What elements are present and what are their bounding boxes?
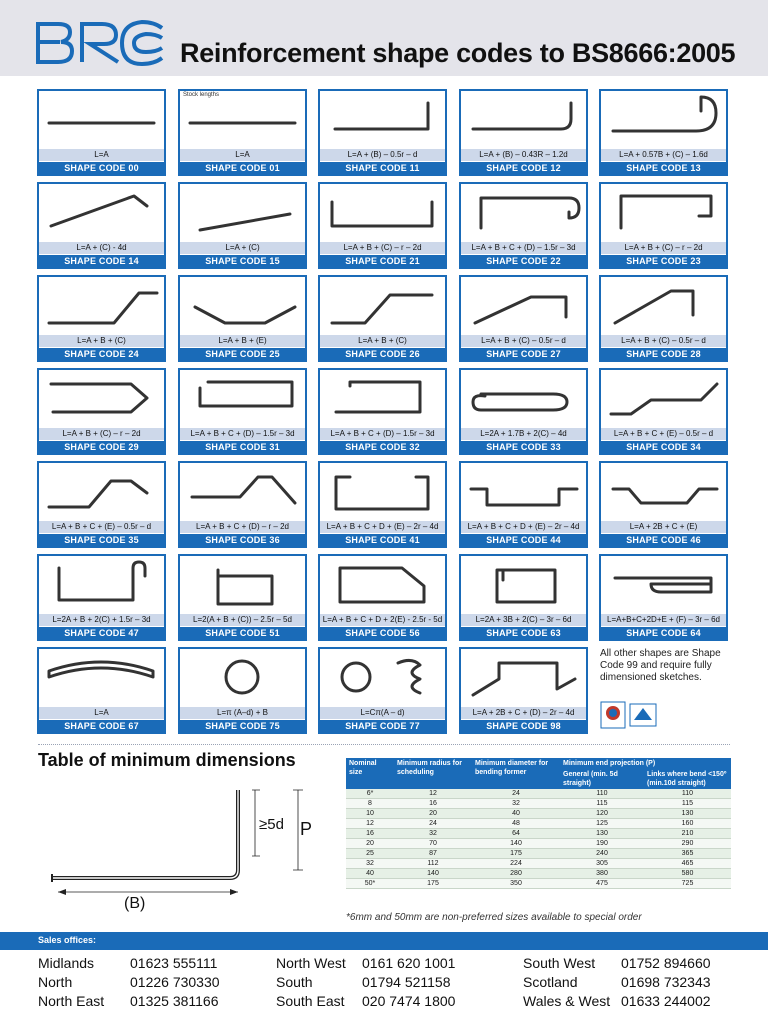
table-cell: 120 bbox=[560, 809, 644, 819]
shape-formula: L=A+B+C+2D+E + (F) – 3r – 6d bbox=[601, 614, 726, 626]
shape-code-label: SHAPE CODE 64 bbox=[601, 627, 726, 639]
shape-formula: L=A bbox=[39, 149, 164, 161]
table-cell: 140 bbox=[394, 869, 472, 879]
shape-drawing bbox=[601, 556, 726, 612]
table-cell: 224 bbox=[472, 859, 560, 869]
shape-drawing bbox=[461, 463, 586, 519]
office-city: Scotland bbox=[523, 974, 578, 990]
shape-formula: L=π (A–d) + B bbox=[180, 707, 305, 719]
shape-formula: L=A + (C) bbox=[180, 242, 305, 254]
table-cell: 40 bbox=[472, 809, 560, 819]
shape-drawing bbox=[461, 91, 586, 147]
shape-code-label: SHAPE CODE 26 bbox=[320, 348, 445, 360]
shape-code-label: SHAPE CODE 75 bbox=[180, 720, 305, 732]
min-dimensions-title: Table of minimum dimensions bbox=[38, 750, 296, 770]
office-phone: 01633 244002 bbox=[621, 993, 711, 1009]
shape-drawing bbox=[461, 184, 586, 240]
table-cell: 190 bbox=[560, 839, 644, 849]
table-cell: 10 bbox=[346, 809, 394, 819]
shape-card bbox=[318, 461, 447, 548]
section-divider bbox=[38, 744, 730, 745]
shape-formula: L=A + 2B + C + (D) – 2r – 4d bbox=[461, 707, 586, 719]
table-row bbox=[346, 809, 731, 819]
table-cell: 175 bbox=[394, 879, 472, 889]
table-cell: 125 bbox=[560, 819, 644, 829]
table-cell: 12 bbox=[346, 819, 394, 829]
shape-formula: L=2(A + B + (C)) – 2.5r – 5d bbox=[180, 614, 305, 626]
shape-code-label: SHAPE CODE 11 bbox=[320, 162, 445, 174]
table-cell: 290 bbox=[644, 839, 731, 849]
table-cell: 130 bbox=[560, 829, 644, 839]
shape-code-label: SHAPE CODE 36 bbox=[180, 534, 305, 546]
table-cell: 25 bbox=[346, 849, 394, 859]
shape-drawing bbox=[180, 556, 305, 612]
shape-code-label: SHAPE CODE 63 bbox=[461, 627, 586, 639]
table-cell: 115 bbox=[560, 799, 644, 809]
shape-card bbox=[599, 461, 728, 548]
table-cell: 240 bbox=[560, 849, 644, 859]
shape-code-label: SHAPE CODE 23 bbox=[601, 255, 726, 267]
table-cell: 12 bbox=[394, 789, 472, 799]
table-cell: 24 bbox=[394, 819, 472, 829]
shape-drawing bbox=[180, 277, 305, 333]
shape-card bbox=[599, 275, 728, 362]
shape-card bbox=[37, 89, 166, 176]
shape-card bbox=[459, 89, 588, 176]
shape-formula: L=A + B + C + D + (E) – 2r – 4d bbox=[320, 521, 445, 533]
shape-code-label: SHAPE CODE 31 bbox=[180, 441, 305, 453]
shape-code-label: SHAPE CODE 15 bbox=[180, 255, 305, 267]
shape-drawing bbox=[320, 184, 445, 240]
sales-offices-label: Sales offices: bbox=[38, 935, 97, 945]
table-row bbox=[346, 849, 731, 859]
table-row bbox=[346, 869, 731, 879]
table-cell: 8 bbox=[346, 799, 394, 809]
shape-code-label: SHAPE CODE 51 bbox=[180, 627, 305, 639]
shape-formula: L=A + B + (E) bbox=[180, 335, 305, 347]
shape-card bbox=[178, 461, 307, 548]
shape-card bbox=[37, 647, 166, 734]
shape-formula: L=A + B + (C) – 0.5r – d bbox=[461, 335, 586, 347]
sales-office bbox=[523, 993, 711, 1009]
shape-drawing bbox=[39, 277, 164, 333]
header-radius: Minimum radius for scheduling bbox=[394, 758, 472, 789]
shape-drawing bbox=[39, 463, 164, 519]
table-cell: 465 bbox=[644, 859, 731, 869]
header-general: General (min. 5d straight) bbox=[560, 769, 644, 789]
min-dimension-diagram bbox=[38, 778, 338, 918]
shape-card bbox=[318, 89, 447, 176]
shape-drawing bbox=[320, 91, 445, 147]
shape-formula: L=A + B + C + (D) – 1.5r – 3d bbox=[180, 428, 305, 440]
shape-code-label: SHAPE CODE 35 bbox=[39, 534, 164, 546]
five-d-label: ≥5d bbox=[259, 816, 284, 833]
shape-code-label: SHAPE CODE 27 bbox=[461, 348, 586, 360]
office-city: North West bbox=[276, 955, 346, 971]
sales-office bbox=[38, 974, 220, 990]
table-footnote: *6mm and 50mm are non-preferred sizes available to special order bbox=[346, 912, 642, 923]
shape-card bbox=[178, 368, 307, 455]
shape-code-label: SHAPE CODE 41 bbox=[320, 534, 445, 546]
header-size: Nominal size bbox=[346, 758, 394, 789]
shape-code-label: SHAPE CODE 29 bbox=[39, 441, 164, 453]
shape-drawing bbox=[601, 277, 726, 333]
office-phone: 01698 732343 bbox=[621, 974, 711, 990]
shape-drawing bbox=[39, 649, 164, 705]
header-projection: Minimum end projection (P) bbox=[560, 758, 731, 769]
shape-card bbox=[37, 275, 166, 362]
shape-drawing bbox=[601, 184, 726, 240]
shape-card bbox=[459, 647, 588, 734]
shape-card bbox=[318, 647, 447, 734]
shape-note: Stock lengths bbox=[183, 92, 220, 98]
table-cell: 6* bbox=[346, 789, 394, 799]
shape-code-label: SHAPE CODE 33 bbox=[461, 441, 586, 453]
shape-card bbox=[37, 368, 166, 455]
shape-drawing bbox=[39, 556, 164, 612]
shape-code-label: SHAPE CODE 34 bbox=[601, 441, 726, 453]
sales-office bbox=[276, 955, 456, 971]
shape-formula: L=A + B + (C) – r – 2d bbox=[601, 242, 726, 254]
table-cell: 365 bbox=[644, 849, 731, 859]
b-label: (B) bbox=[124, 895, 146, 912]
shape-card bbox=[318, 275, 447, 362]
office-city: Wales & West bbox=[523, 993, 611, 1009]
table-cell: 110 bbox=[644, 789, 731, 799]
shape-formula: L=A + B + (C) bbox=[320, 335, 445, 347]
p-label: P bbox=[300, 819, 313, 839]
table-cell: 280 bbox=[472, 869, 560, 879]
shape-card bbox=[178, 275, 307, 362]
shape-formula: L=A + B + C + (D) – r – 2d bbox=[180, 521, 305, 533]
shape-formula: L=A + B + C + (E) – 0.5r – d bbox=[39, 521, 164, 533]
shape-code-label: SHAPE CODE 22 bbox=[461, 255, 586, 267]
shape-card bbox=[318, 554, 447, 641]
shape-formula: L=A + B + C + D + (E) – 2r – 4d bbox=[461, 521, 586, 533]
table-row bbox=[346, 799, 731, 809]
table-cell: 87 bbox=[394, 849, 472, 859]
shape-formula: L=A + (B) – 0.5r – d bbox=[320, 149, 445, 161]
table-row bbox=[346, 839, 731, 849]
shape-formula: L=2A + 3B + 2(C) – 3r – 6d bbox=[461, 614, 586, 626]
table-cell: 140 bbox=[472, 839, 560, 849]
sales-office bbox=[38, 955, 218, 971]
shape-card bbox=[599, 89, 728, 176]
shape-code-label: SHAPE CODE 13 bbox=[601, 162, 726, 174]
shape-formula: L=A + (C) - 4d bbox=[39, 242, 164, 254]
office-phone: 01794 521158 bbox=[362, 974, 451, 990]
shape-drawing bbox=[180, 370, 305, 426]
shape-code-label: SHAPE CODE 77 bbox=[320, 720, 445, 732]
table-cell: 580 bbox=[644, 869, 731, 879]
table-cell: 210 bbox=[644, 829, 731, 839]
page-title: Reinforcement shape codes to BS8666:2005 bbox=[180, 38, 736, 68]
table-cell: 20 bbox=[394, 809, 472, 819]
shape-code-label: SHAPE CODE 24 bbox=[39, 348, 164, 360]
shape-card bbox=[318, 182, 447, 269]
shape-formula: L=A + B + (C) bbox=[39, 335, 164, 347]
table-cell: 115 bbox=[644, 799, 731, 809]
sales-office bbox=[523, 974, 711, 990]
shape-drawing bbox=[180, 91, 305, 147]
office-phone: 01226 730330 bbox=[130, 974, 220, 990]
office-city: Midlands bbox=[38, 955, 95, 971]
shape-card bbox=[37, 461, 166, 548]
office-city: South bbox=[276, 974, 313, 990]
table-row bbox=[346, 789, 731, 799]
shape-formula: L=2A + B + 2(C) + 1.5r – 3d bbox=[39, 614, 164, 626]
shape-card bbox=[178, 89, 307, 176]
header-links: Links where bend <150º (min.10d straight) bbox=[644, 769, 731, 789]
shape-code-label: SHAPE CODE 14 bbox=[39, 255, 164, 267]
shape-formula: L=A + B + C + (E) – 0.5r – d bbox=[601, 428, 726, 440]
shape-card bbox=[459, 461, 588, 548]
table-cell: 16 bbox=[394, 799, 472, 809]
shape-drawing bbox=[180, 463, 305, 519]
office-phone: 01623 555111 bbox=[130, 955, 218, 971]
table-cell: 32 bbox=[472, 799, 560, 809]
table-cell: 50* bbox=[346, 879, 394, 889]
table-row bbox=[346, 859, 731, 869]
shape-code-label: SHAPE CODE 01 bbox=[180, 162, 305, 174]
table-cell: 64 bbox=[472, 829, 560, 839]
shape-card bbox=[599, 368, 728, 455]
table-cell: 350 bbox=[472, 879, 560, 889]
other-shapes-note: All other shapes are Shape Code 99 and require fully dimensioned sketches. bbox=[600, 648, 721, 683]
shape-formula: L=A + B + C + D + 2(E) - 2.5r - 5d bbox=[320, 614, 445, 626]
shape-card bbox=[178, 554, 307, 641]
shape-drawing bbox=[180, 184, 305, 240]
table-cell: 112 bbox=[394, 859, 472, 869]
shape-formula: L=A bbox=[180, 149, 305, 161]
table-cell: 32 bbox=[394, 829, 472, 839]
shape-formula: L=A + B + (C) – r – 2d bbox=[320, 242, 445, 254]
shape-code-label: SHAPE CODE 56 bbox=[320, 627, 445, 639]
table-cell: 20 bbox=[346, 839, 394, 849]
shape-formula: L=2A + 1.7B + 2(C) – 4d bbox=[461, 428, 586, 440]
office-city: South West bbox=[523, 955, 596, 971]
shape-drawing bbox=[601, 370, 726, 426]
table-cell: 305 bbox=[560, 859, 644, 869]
table-cell: 110 bbox=[560, 789, 644, 799]
shape-card bbox=[459, 368, 588, 455]
shape-code-label: SHAPE CODE 25 bbox=[180, 348, 305, 360]
shape-formula: L=A + (B) – 0.43R – 1.2d bbox=[461, 149, 586, 161]
shape-card bbox=[599, 554, 728, 641]
shape-code-label: SHAPE CODE 28 bbox=[601, 348, 726, 360]
shape-formula: L=A + B + (C) – r – 2d bbox=[39, 428, 164, 440]
office-city: North East bbox=[38, 993, 105, 1009]
shape-card bbox=[178, 182, 307, 269]
shape-drawing bbox=[320, 556, 445, 612]
shape-drawing bbox=[39, 184, 164, 240]
table-cell: 40 bbox=[346, 869, 394, 879]
office-phone: 020 7474 1800 bbox=[362, 993, 456, 1009]
table-cell: 70 bbox=[394, 839, 472, 849]
shape-card bbox=[459, 554, 588, 641]
table-row bbox=[346, 879, 731, 889]
shape-code-label: SHAPE CODE 46 bbox=[601, 534, 726, 546]
shape-card bbox=[37, 182, 166, 269]
table-cell: 48 bbox=[472, 819, 560, 829]
shape-drawing bbox=[320, 370, 445, 426]
table-cell: 130 bbox=[644, 809, 731, 819]
shape-card bbox=[178, 647, 307, 734]
shape-drawing bbox=[39, 91, 164, 147]
table-cell: 380 bbox=[560, 869, 644, 879]
sales-office bbox=[38, 993, 219, 1009]
shape-formula: L=A + B + C + (D) – 1.5r – 3d bbox=[461, 242, 586, 254]
shape-drawing bbox=[320, 649, 445, 705]
table-cell: 160 bbox=[644, 819, 731, 829]
page-header bbox=[0, 0, 768, 76]
min-dimensions-table bbox=[346, 758, 731, 889]
sales-office bbox=[276, 993, 456, 1009]
shape-drawing bbox=[601, 91, 726, 147]
shape-code-label: SHAPE CODE 21 bbox=[320, 255, 445, 267]
table-row bbox=[346, 829, 731, 839]
shape-code-label: SHAPE CODE 47 bbox=[39, 627, 164, 639]
header-diameter: Minimum diameter for bending former bbox=[472, 758, 560, 789]
shape-drawing bbox=[39, 370, 164, 426]
shape-drawing bbox=[601, 463, 726, 519]
shape-drawing bbox=[180, 649, 305, 705]
sales-office bbox=[523, 955, 711, 971]
shape-code-label: SHAPE CODE 67 bbox=[39, 720, 164, 732]
shape-card bbox=[459, 182, 588, 269]
office-city: North bbox=[38, 974, 73, 990]
table-cell: 725 bbox=[644, 879, 731, 889]
shape-formula: L=A + B + (C) – 0.5r – d bbox=[601, 335, 726, 347]
shape-drawing bbox=[320, 463, 445, 519]
table-cell: 475 bbox=[560, 879, 644, 889]
office-phone: 01752 894660 bbox=[621, 955, 711, 971]
shape-formula: L=A + 0.57B + (C) – 1.6d bbox=[601, 149, 726, 161]
office-city: South East bbox=[276, 993, 345, 1009]
sales-offices-bar bbox=[0, 932, 768, 950]
table-cell: 32 bbox=[346, 859, 394, 869]
brc-logo bbox=[34, 20, 166, 66]
table-cell: 16 bbox=[346, 829, 394, 839]
shape-drawing bbox=[461, 556, 586, 612]
certification-badges bbox=[600, 700, 660, 730]
shape-code-label: SHAPE CODE 44 bbox=[461, 534, 586, 546]
sales-office bbox=[276, 974, 451, 990]
office-phone: 0161 620 1001 bbox=[362, 955, 456, 971]
table-cell: 175 bbox=[472, 849, 560, 859]
shape-drawing bbox=[461, 370, 586, 426]
shape-card bbox=[318, 368, 447, 455]
table-row bbox=[346, 819, 731, 829]
shape-drawing bbox=[461, 649, 586, 705]
shape-card bbox=[459, 275, 588, 362]
shape-formula: L=A + 2B + C + (E) bbox=[601, 521, 726, 533]
shape-code-label: SHAPE CODE 98 bbox=[461, 720, 586, 732]
shape-formula: L=A bbox=[39, 707, 164, 719]
shape-formula: L=Cπ(A – d) bbox=[320, 707, 445, 719]
shape-drawing bbox=[320, 277, 445, 333]
shape-card bbox=[599, 182, 728, 269]
table-cell: 24 bbox=[472, 789, 560, 799]
shape-formula: L=A + B + C + (D) – 1.5r – 3d bbox=[320, 428, 445, 440]
office-phone: 01325 381166 bbox=[130, 993, 219, 1009]
shape-card bbox=[37, 554, 166, 641]
shape-code-label: SHAPE CODE 00 bbox=[39, 162, 164, 174]
shape-code-label: SHAPE CODE 32 bbox=[320, 441, 445, 453]
shape-code-label: SHAPE CODE 12 bbox=[461, 162, 586, 174]
shape-drawing bbox=[461, 277, 586, 333]
